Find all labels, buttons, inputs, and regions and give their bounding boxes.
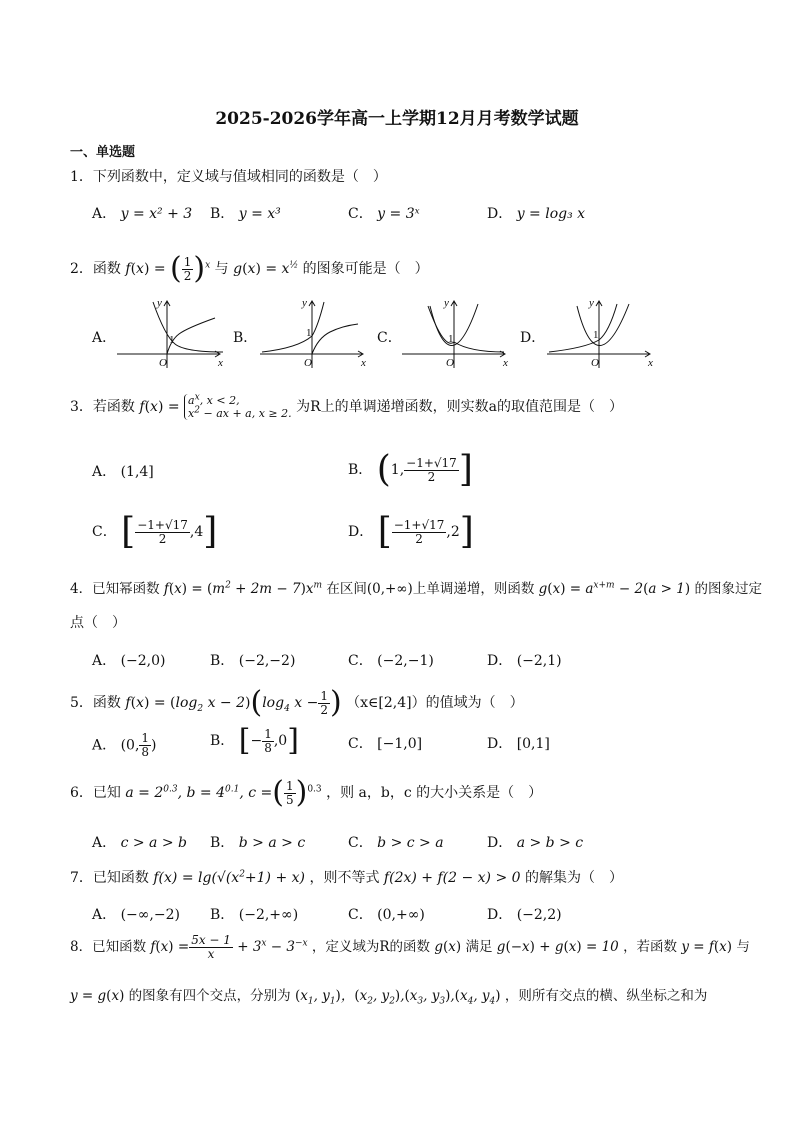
- bracket: [: [238, 723, 251, 758]
- q6-option-a[interactable]: [92, 832, 187, 852]
- page-title: 2025-2026学年高一上学期12月月考数学试题: [215, 109, 579, 129]
- stem-text: （x∈[2,4]）的值域为（ ）: [346, 695, 524, 711]
- bracket: ): [295, 775, 308, 810]
- stem-text: 3．若函数: [70, 399, 135, 415]
- bracket: ): [193, 251, 206, 286]
- q1-b-value: y = x³: [238, 206, 281, 222]
- q5-option-b[interactable]: B． [− $\frac{1}{8}$ ,0]: [210, 723, 299, 758]
- bracket: ]: [458, 449, 473, 490]
- bracket: [: [377, 511, 392, 552]
- q1-option-b[interactable]: [210, 203, 281, 223]
- q2-option-d-label[interactable]: D．: [520, 330, 546, 346]
- fraction: $\frac{1}{5}$: [285, 778, 294, 807]
- svg-text:y: y: [444, 297, 449, 309]
- formula-f-tail: + $3^x - 3^{-x}$: [232, 938, 308, 955]
- q4-a-value: (−2,0): [120, 653, 166, 669]
- option-label: B．: [210, 835, 235, 851]
- question-8-line1: [70, 934, 750, 961]
- svg-text:x: x: [218, 357, 223, 369]
- svg-text:O: O: [159, 357, 167, 369]
- q6-b-value: b > a > c: [238, 835, 306, 851]
- stem-text: ，则所有交点的横、纵坐标之和为: [504, 988, 708, 1004]
- stem-text: 8．已知函数: [70, 939, 147, 955]
- option-label: B．: [348, 462, 373, 478]
- option-label: C．: [348, 736, 373, 752]
- condition: g(−x) + g(x) = 10: [496, 939, 619, 955]
- fraction: $\frac{-1+√17}{2}$: [393, 517, 445, 546]
- stem-text: 在区间(0,+∞)上单调递增，则函数: [326, 581, 535, 597]
- q4-c-value: (−2,−1): [377, 653, 434, 669]
- question-2-stem: 2．函数 f(x) = ( $\frac{1}{2}$ )$^x$ 与 $g(x) = x^{\frac{1}{2}}$ 的图象可能是（ ）: [70, 251, 429, 286]
- svg-text:O: O: [446, 357, 454, 369]
- option-label: C．: [348, 907, 373, 923]
- q4-d-value: (−2,1): [516, 653, 562, 669]
- q4-option-b[interactable]: [210, 650, 295, 670]
- svg-text:O: O: [304, 357, 312, 369]
- formula-f: $f(x) = (m^2 + 2m - 7)x^m$: [163, 580, 323, 597]
- formula-abc: $a = 2^{0.3}$, $b = 4^{0.1}$, c =: [125, 784, 273, 801]
- svg-text:x: x: [648, 357, 653, 369]
- stem-text: 4．已知幂函数: [70, 581, 160, 597]
- q4-option-a[interactable]: [92, 650, 166, 670]
- q7-c-value: (0,+∞): [377, 907, 425, 923]
- q7-a-value: (−∞,−2): [120, 907, 180, 923]
- stem-text: 的图象可能是（ ）: [302, 261, 429, 277]
- formula-f: f(x) =: [139, 399, 180, 415]
- bracket: ]: [203, 511, 218, 552]
- fraction: $\frac{1}{8}$: [264, 726, 272, 755]
- option-label: D．: [487, 907, 513, 923]
- question-7-stem: [70, 867, 623, 887]
- formula-y-g: y = g(x): [70, 988, 125, 1004]
- bracket: (: [250, 685, 263, 720]
- q7-option-c[interactable]: [348, 904, 425, 924]
- q3-option-d[interactable]: D． [ $\frac{-1+√17}{2}$ ,2]: [348, 511, 474, 552]
- option-label: D．: [487, 653, 513, 669]
- option-label: C．: [92, 524, 117, 540]
- option-label: B．: [210, 206, 235, 222]
- q7-d-value: (−2,2): [516, 907, 562, 923]
- q5-option-d[interactable]: [487, 733, 550, 753]
- q2-option-a-label[interactable]: A．: [92, 330, 117, 346]
- stem-text: ，则不等式: [309, 870, 380, 886]
- svg-text:1: 1: [593, 329, 599, 341]
- svg-text:y: y: [157, 297, 162, 309]
- question-1-stem: 1．下列函数中，定义域与值域相同的函数是（ ）: [70, 169, 387, 185]
- q6-option-b[interactable]: [210, 832, 305, 852]
- stem-text: ，则 a，b，c 的大小关系是（ ）: [326, 785, 543, 801]
- question-3-stem: [70, 394, 623, 420]
- bracket: (: [170, 251, 182, 286]
- inequality: f(2x) + f(2 − x) > 0: [383, 870, 521, 886]
- option-label: A．: [92, 206, 117, 222]
- stem-text: 为R上的单调递增函数，则实数a的取值范围是（ ）: [296, 399, 623, 415]
- option-label: A．: [92, 737, 117, 754]
- graph-d[interactable]: [545, 296, 657, 372]
- fraction: $\frac{5x - 1}{x}$: [191, 933, 231, 961]
- option-label: D．: [487, 736, 513, 752]
- bracket: ]: [459, 511, 474, 552]
- option-label: A．: [92, 907, 117, 923]
- bracket: (: [272, 775, 284, 810]
- q6-d-value: a > b > c: [516, 835, 584, 851]
- q5-option-a[interactable]: A． (0, $\frac{1}{8}$ ): [92, 731, 157, 759]
- question-4-line2: 点（ ）: [70, 615, 126, 631]
- option-label: C．: [348, 653, 373, 669]
- q6-option-d[interactable]: [487, 832, 583, 852]
- option-label: B．: [210, 653, 235, 669]
- stem-text: 与: [736, 939, 750, 955]
- svg-text:x: x: [503, 357, 508, 369]
- q5-option-c[interactable]: [348, 733, 422, 753]
- q3-option-c[interactable]: C． [ $\frac{-1+√17}{2}$ ,4]: [92, 511, 218, 552]
- stem-text: 的图象过定: [694, 581, 762, 597]
- log-term: $\log_4 x$ −: [262, 695, 319, 714]
- option-label: D．: [487, 835, 513, 851]
- section-heading: 一、单选题: [70, 145, 136, 160]
- formula-f: f(x) =: [150, 939, 190, 955]
- question-4-line1: [70, 577, 762, 597]
- q7-option-a[interactable]: [92, 904, 180, 924]
- stem-text: 的解集为（ ）: [525, 870, 623, 886]
- q7-b-value: (−2,+∞): [238, 907, 299, 923]
- q1-d-value: y = log₃ x: [516, 206, 586, 222]
- stem-text: 2．函数: [70, 261, 121, 277]
- question-6-stem: 6．已知 $a = 2^{0.3}$, $b = 4^{0.1}$, c =( $\frac{1}{5}$ )$^{0.3}$ ，则 a，b，c 的大小关系是（ ）: [70, 775, 543, 810]
- intersection-points: ($x_1$, $y_1$)，($x_2$, $y_2),(x_3$, $y_3),(x_4$, $y_4$): [294, 988, 501, 1007]
- option-label: A．: [92, 464, 117, 480]
- q1-c-value: y = 3ˣ: [377, 206, 420, 222]
- formula-g: $g(x) = a^{x+m} - 2(a > 1)$: [538, 580, 691, 597]
- svg-text:y: y: [589, 297, 594, 309]
- q2-option-c-label[interactable]: C．: [377, 330, 402, 346]
- svg-text:y: y: [302, 297, 307, 309]
- q3-option-a[interactable]: [92, 461, 154, 481]
- bracket: ): [329, 685, 342, 720]
- bracket: (: [376, 449, 391, 490]
- stem-text: 7．已知函数: [70, 870, 149, 886]
- svg-text:O: O: [591, 357, 599, 369]
- q6-a-value: c > a > b: [120, 835, 187, 851]
- svg-text:x: x: [361, 357, 366, 369]
- stem-text: ，定义域为R的函数: [311, 939, 431, 955]
- q3-a-value: (1,4]: [120, 464, 154, 480]
- option-label: D．: [348, 524, 374, 540]
- graph-a[interactable]: [115, 296, 227, 372]
- option-label: C．: [348, 835, 373, 851]
- question-5-stem: [70, 685, 524, 720]
- q1-a-value: y = x² + 3: [120, 206, 193, 222]
- graph-b[interactable]: [258, 296, 370, 372]
- fraction: $\frac{-1+√17}{2}$: [137, 517, 188, 546]
- fraction: $\frac{-1+√17}{2}$: [406, 455, 457, 484]
- bracket: [: [121, 511, 136, 552]
- q7-option-d[interactable]: [487, 904, 562, 924]
- option-label: B．: [210, 733, 235, 749]
- q1-option-a[interactable]: [92, 203, 192, 223]
- q5-d-value: [0,1]: [516, 736, 550, 752]
- q5-c-value: [−1,0]: [377, 736, 423, 752]
- q1-option-d[interactable]: [487, 203, 585, 223]
- q4-option-c[interactable]: [348, 650, 434, 670]
- fraction: $\frac{1}{8}$: [141, 731, 150, 759]
- q4-b-value: (−2,−2): [238, 653, 296, 669]
- formula-f: $f(x) = (\log_2$ x − 2): [125, 695, 251, 714]
- q4-option-d[interactable]: [487, 650, 562, 670]
- stem-text: 的图象有四个交点，分别为: [128, 988, 291, 1004]
- option-label: D．: [487, 206, 513, 222]
- q3-option-b[interactable]: B． (1, $\frac{-1+√17}{2}$ ]: [348, 449, 473, 490]
- graph-c[interactable]: [400, 296, 512, 372]
- q7-option-b[interactable]: [210, 904, 298, 924]
- stem-text: 5．函数: [70, 695, 121, 711]
- option-label: A．: [92, 835, 117, 851]
- option-label: B．: [210, 907, 235, 923]
- stem-text: 与: [214, 261, 229, 277]
- piecewise-function: $a^x$, x < 2, $x^2$ − ax + a, x ≥ 2.: [184, 394, 292, 420]
- q6-option-c[interactable]: [348, 832, 444, 852]
- formula-g: $g(x) = x^{\frac{1}{2}}$: [233, 260, 299, 277]
- bracket: ]: [287, 723, 299, 758]
- svg-text:1: 1: [169, 334, 175, 346]
- option-label: A．: [92, 653, 117, 669]
- svg-text:1: 1: [306, 327, 312, 339]
- svg-text:1: 1: [448, 333, 454, 345]
- option-label: C．: [348, 206, 373, 222]
- fraction: $\frac{1}{2}$: [320, 688, 328, 717]
- formula-f: f(x) =: [125, 261, 166, 277]
- q1-option-c[interactable]: [348, 203, 420, 223]
- stem-text: ，若函数: [623, 939, 678, 955]
- formula-y-f: y = f(x): [681, 939, 733, 955]
- question-8-line2: [70, 984, 708, 1007]
- formula-g: g(x): [434, 939, 462, 955]
- formula-f: $f(x) = \lg(√(x^2+1) + x)$: [153, 869, 306, 886]
- stem-text: 满足: [465, 939, 493, 955]
- q6-c-value: b > c > a: [377, 835, 444, 851]
- fraction: $\frac{1}{2}$: [183, 254, 192, 283]
- stem-text: 6．已知: [70, 785, 121, 801]
- q2-option-b-label[interactable]: B．: [233, 330, 258, 346]
